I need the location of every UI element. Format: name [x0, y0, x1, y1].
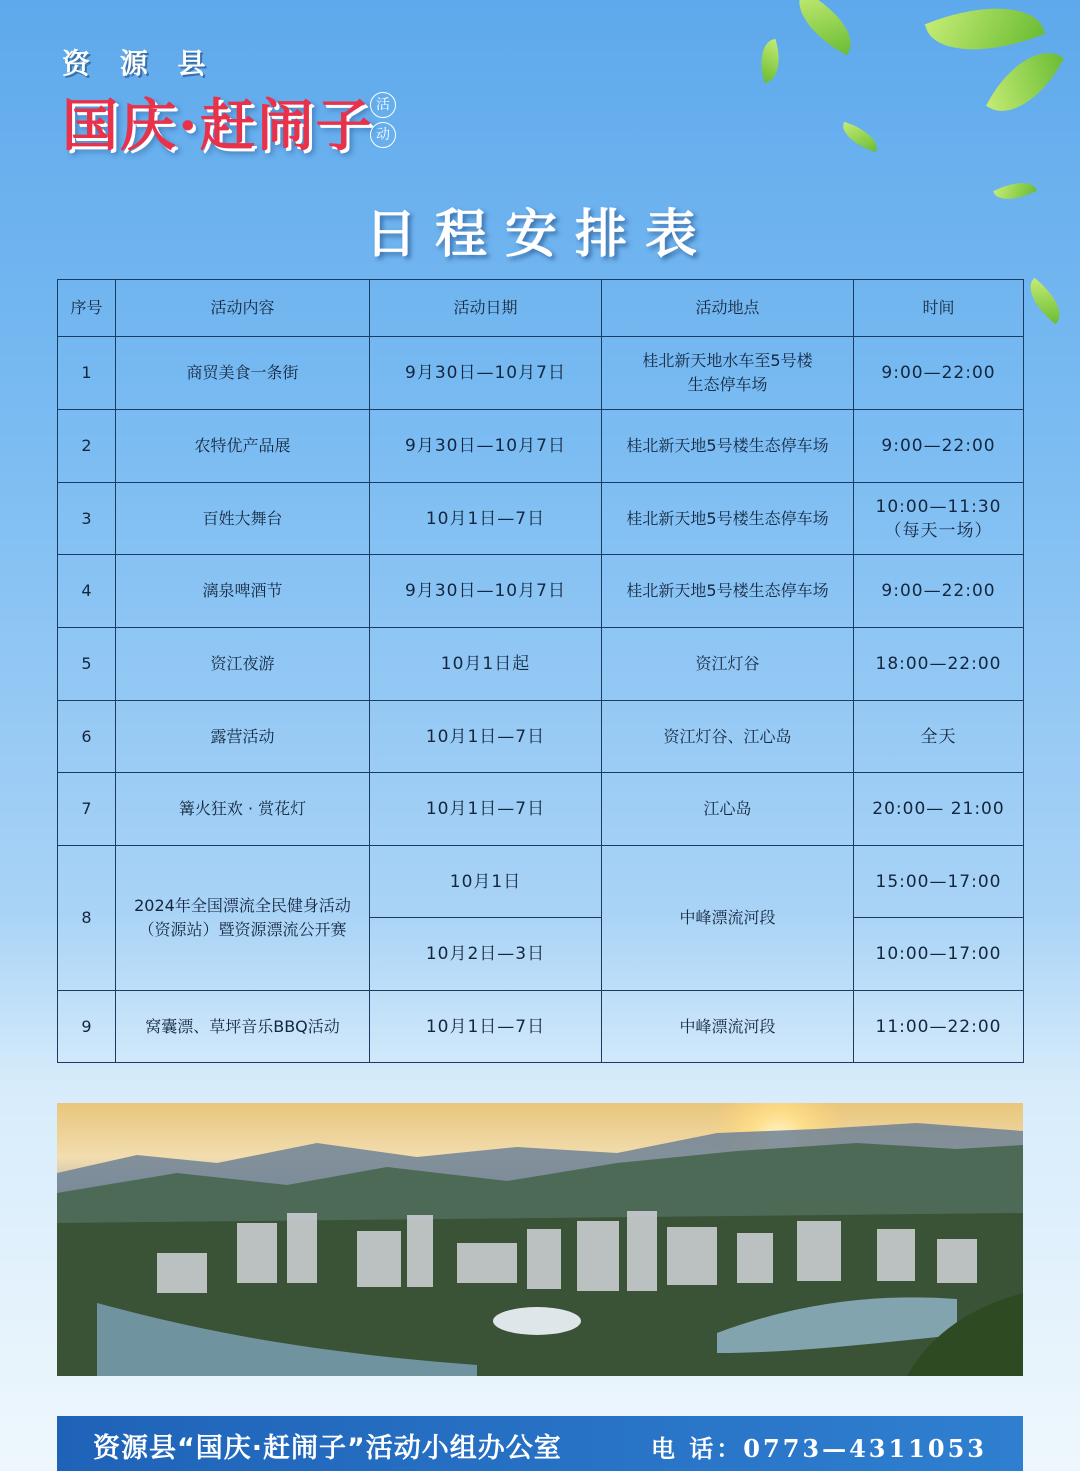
activity-place: 桂北新天地5号楼生态停车场	[602, 410, 854, 483]
activity-time: 9:00—22:00	[854, 410, 1024, 483]
activity-place: 资江灯谷、江心岛	[602, 701, 854, 773]
row-number: 5	[58, 628, 116, 701]
activity-time: 20:00— 21:00	[854, 773, 1024, 846]
activity-date: 10月1日—7日	[370, 701, 602, 773]
table-row	[58, 628, 1024, 701]
place-line: 桂北新天地水车至5号楼	[642, 351, 813, 370]
contact-phone: 电 话：0773—4311053	[650, 1434, 987, 1463]
activity-time: 10:00—17:00	[854, 918, 1024, 991]
landscape-illustration	[57, 1103, 1023, 1376]
place-line: 生态停车场	[687, 375, 768, 394]
activity-place	[602, 337, 854, 410]
activity-place: 中峰漂流河段	[602, 846, 854, 991]
activity-content: 露营活动	[116, 701, 370, 773]
table-row	[58, 846, 1024, 918]
table-row	[58, 773, 1024, 846]
header-cell-date: 活动日期	[370, 280, 602, 337]
activity-place: 中峰漂流河段	[602, 991, 854, 1063]
schedule-title: 日程安排表	[364, 204, 715, 265]
activity-place: 江心岛	[602, 773, 854, 846]
time-line: 10:00—11:30	[875, 496, 1002, 517]
activity-date: 10月1日起	[370, 628, 602, 701]
event-title: 国庆·赶闹子	[62, 93, 374, 159]
table-row	[58, 337, 1024, 410]
leaf-decoration	[838, 122, 882, 153]
content-line: （资源站）暨资源漂流公开赛	[138, 920, 347, 939]
schedule-table	[57, 279, 1024, 1063]
leaf-decoration	[754, 39, 786, 83]
badge-char-1: 活	[370, 92, 396, 118]
activity-date: 9月30日—10月7日	[370, 337, 602, 410]
activity-content	[116, 846, 370, 991]
organizer-office: 资源县“国庆·赶闹子”活动小组办公室	[93, 1433, 562, 1464]
activity-content: 资江夜游	[116, 628, 370, 701]
activity-content: 商贸美食一条街	[116, 337, 370, 410]
town-landscape-photo	[57, 1103, 1023, 1376]
table-row	[58, 701, 1024, 773]
activity-time: 9:00—22:00	[854, 555, 1024, 628]
activity-time: 全天	[854, 701, 1024, 773]
table-row	[58, 483, 1024, 555]
header-cell-time: 时间	[854, 280, 1024, 337]
activity-place: 桂北新天地5号楼生态停车场	[602, 483, 854, 555]
header-cell-no: 序号	[58, 280, 116, 337]
activity-date: 10月1日—7日	[370, 773, 602, 846]
row-number: 8	[58, 846, 116, 991]
activity-date: 10月1日—7日	[370, 991, 602, 1063]
time-note: （每天一场）	[884, 520, 993, 541]
activity-time: 11:00—22:00	[854, 991, 1024, 1063]
row-number: 7	[58, 773, 116, 846]
leaf-decoration	[986, 36, 1064, 127]
table-row	[58, 991, 1024, 1063]
activity-content: 窝囊漂、草坪音乐BBQ活动	[116, 991, 370, 1063]
table-row	[58, 410, 1024, 483]
schedule-table-container	[57, 279, 1023, 1063]
row-number: 6	[58, 701, 116, 773]
table-row	[58, 555, 1024, 628]
header-cell-place: 活动地点	[602, 280, 854, 337]
activity-time: 15:00—17:00	[854, 846, 1024, 918]
activity-content: 漓泉啤酒节	[116, 555, 370, 628]
activity-date: 10月1日	[370, 846, 602, 918]
header-cell-content: 活动内容	[116, 280, 370, 337]
activity-date: 10月2日—3日	[370, 918, 602, 991]
county-name: 资 源 县	[62, 47, 216, 80]
row-number: 4	[58, 555, 116, 628]
activity-place: 资江灯谷	[602, 628, 854, 701]
leaf-decoration	[1020, 278, 1069, 324]
badge-char-2: 动	[370, 122, 396, 148]
activity-place: 桂北新天地5号楼生态停车场	[602, 555, 854, 628]
row-number: 3	[58, 483, 116, 555]
table-header-row	[58, 280, 1024, 337]
activity-time	[854, 483, 1024, 555]
activity-date: 9月30日—10月7日	[370, 410, 602, 483]
footer-bar	[57, 1416, 1023, 1471]
activity-content: 农特优产品展	[116, 410, 370, 483]
content-line: 2024年全国漂流全民健身活动	[134, 896, 351, 915]
activity-content: 篝火狂欢 · 赏花灯	[116, 773, 370, 846]
activity-time: 18:00—22:00	[854, 628, 1024, 701]
row-number: 9	[58, 991, 116, 1063]
activity-date: 9月30日—10月7日	[370, 555, 602, 628]
activity-date: 10月1日—7日	[370, 483, 602, 555]
row-number: 2	[58, 410, 116, 483]
leaf-decoration	[786, 0, 864, 55]
activity-time: 9:00—22:00	[854, 337, 1024, 410]
row-number: 1	[58, 337, 116, 410]
activity-content: 百姓大舞台	[116, 483, 370, 555]
